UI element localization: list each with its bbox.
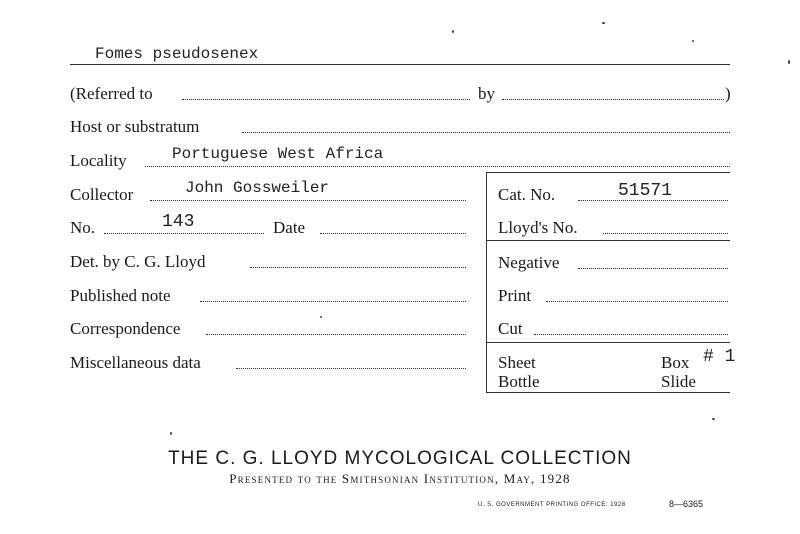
box-value: # 1 — [703, 347, 736, 367]
lloyds-no-label: Lloyd's No. — [498, 218, 578, 237]
cut-line — [534, 334, 728, 335]
correspondence-label: Correspondence — [70, 319, 181, 338]
bottle-label: Bottle — [498, 372, 540, 391]
printer-imprint: U. S. GOVERNMENT PRINTING OFFICE: 1928 — [478, 502, 626, 508]
by-label: by — [478, 84, 495, 103]
sheet-label: Sheet — [498, 353, 536, 372]
form-code: 8—6365 — [669, 499, 704, 509]
print-line — [546, 301, 728, 302]
published-note-line — [200, 301, 466, 302]
no-value: 143 — [162, 212, 195, 232]
collection-title: THE C. G. LLOYD MYCOLOGICAL COLLECTION — [168, 448, 632, 469]
host-line — [242, 132, 730, 133]
by-line — [502, 99, 724, 100]
negative-label: Negative — [498, 253, 560, 272]
cut-divider — [486, 342, 730, 343]
species-name: Fomes pseudosenex — [95, 45, 259, 63]
published-note-label: Published note — [70, 286, 171, 305]
collector-value: John Gossweiler — [185, 179, 330, 197]
det-by-line — [250, 267, 466, 268]
misc-data-line — [236, 368, 466, 369]
negative-line — [578, 268, 728, 269]
misc-data-label: Miscellaneous data — [70, 353, 201, 372]
no-label: No. — [70, 218, 96, 237]
collector-label: Collector — [70, 185, 134, 204]
date-label: Date — [273, 218, 306, 237]
species-underline — [70, 64, 730, 65]
slide-label: Slide — [661, 372, 696, 391]
no-line — [104, 233, 264, 234]
referred-to-label: (Referred to — [70, 84, 153, 103]
scan-speck — [692, 40, 694, 42]
correspondence-line — [206, 334, 466, 335]
locality-value: Portuguese West Africa — [172, 145, 384, 163]
referred-to-line — [182, 99, 470, 100]
date-line — [320, 233, 466, 234]
cut-label: Cut — [498, 319, 523, 338]
cat-no-value: 51571 — [618, 181, 673, 201]
right-box-top-border — [486, 172, 730, 173]
close-paren: ) — [725, 84, 731, 103]
host-label: Host or substratum — [70, 117, 200, 136]
collection-subtitle: Presented to the Smithsonian Institution, May, 1928 — [229, 471, 571, 486]
scan-speck — [452, 30, 454, 33]
scan-speck — [712, 418, 715, 420]
box-label: Box — [661, 353, 690, 372]
right-box-bottom-border — [486, 392, 730, 393]
lloyds-no-line — [603, 233, 728, 234]
cat-no-label: Cat. No. — [498, 185, 556, 204]
locality-line — [145, 166, 730, 167]
right-box-left-border — [486, 172, 487, 392]
scan-speck — [602, 22, 605, 24]
print-label: Print — [498, 286, 532, 305]
locality-label: Locality — [70, 151, 127, 170]
scan-speck — [320, 316, 322, 318]
det-by-label: Det. by C. G. Lloyd — [70, 252, 206, 271]
lloyds-divider — [486, 240, 730, 241]
scan-speck — [788, 60, 790, 64]
scan-speck — [170, 432, 172, 435]
collector-line — [150, 200, 466, 201]
